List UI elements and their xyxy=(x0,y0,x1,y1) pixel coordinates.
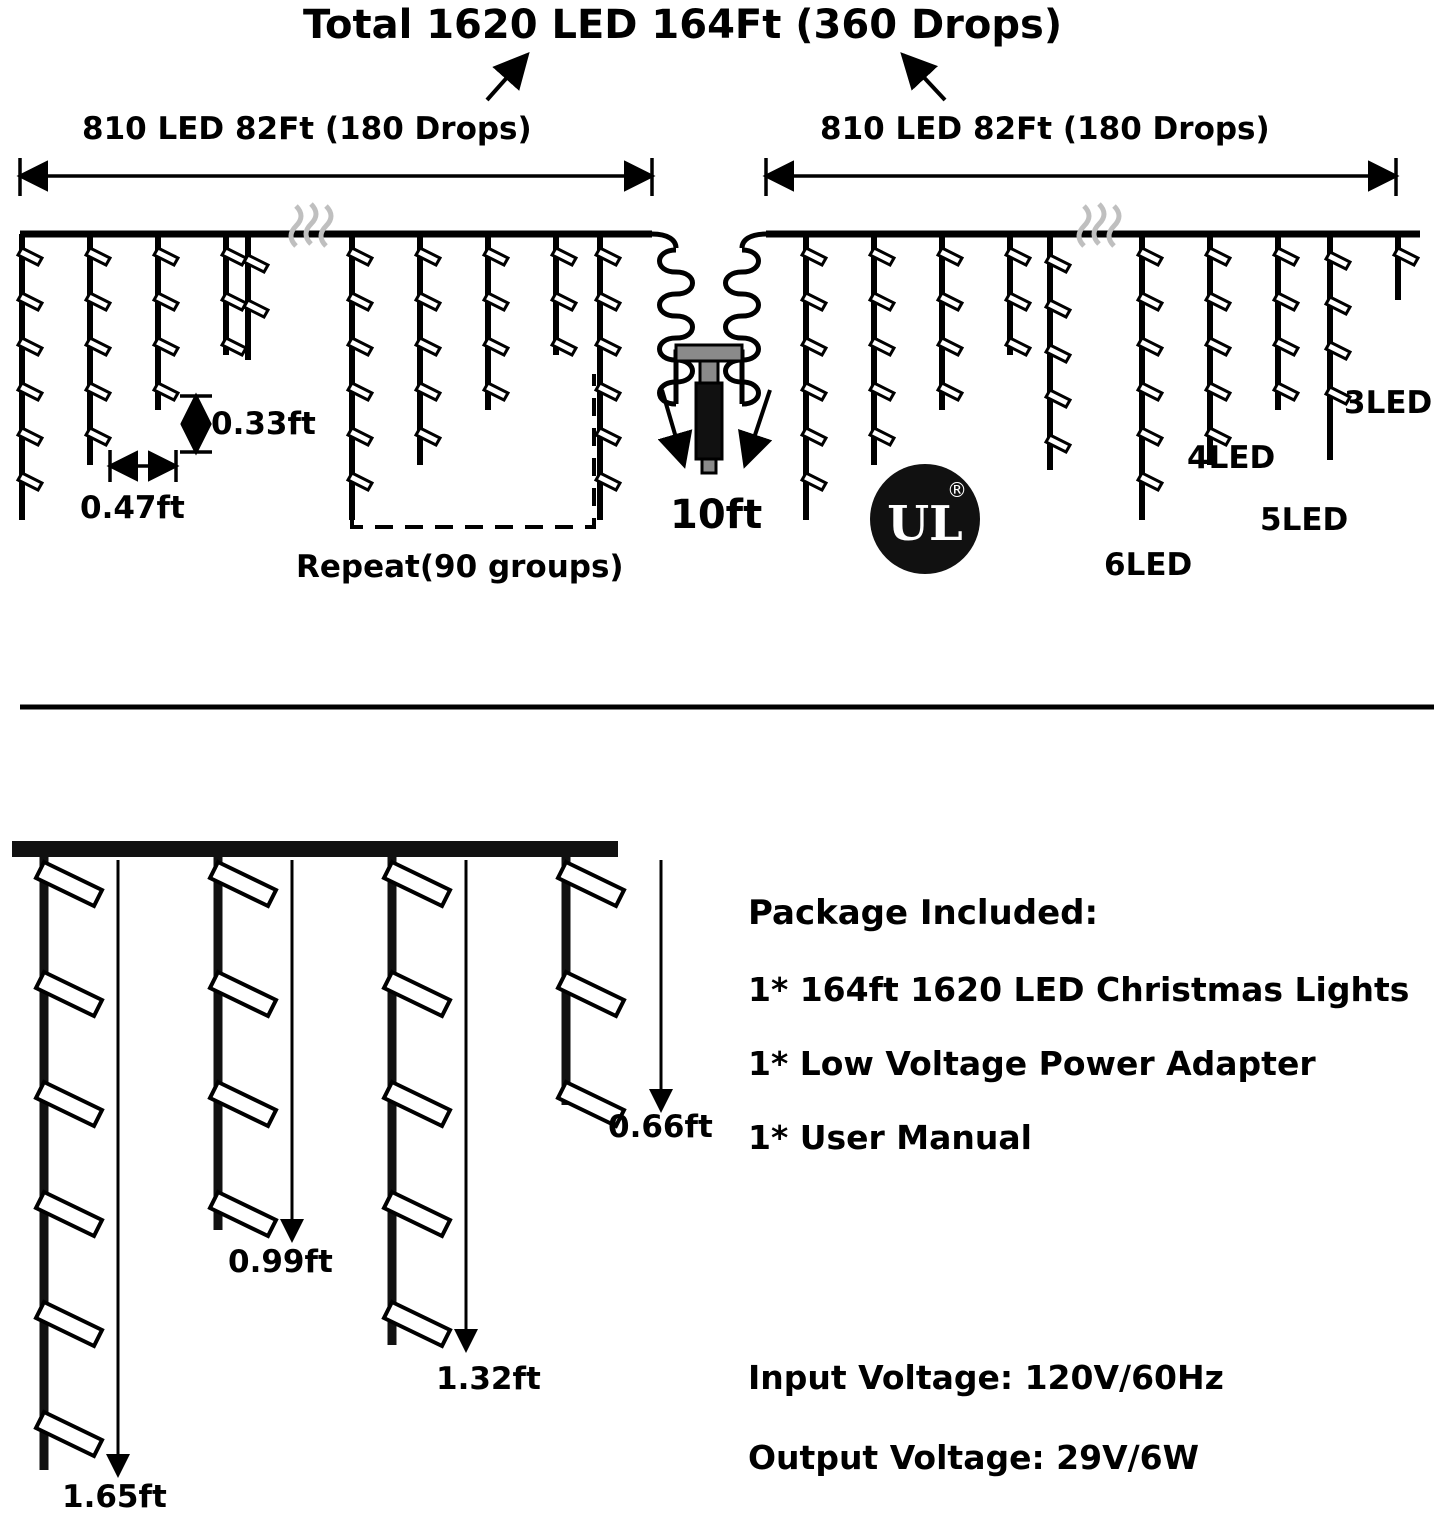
led-count-4: 4LED xyxy=(1187,440,1276,476)
output-voltage-label: Output Voltage: 29V/6W xyxy=(748,1438,1200,1477)
wire-break-left xyxy=(291,204,331,246)
detail-length-132: 1.32ft xyxy=(436,1361,541,1397)
detail-length-099: 0.99ft xyxy=(228,1244,333,1280)
right-span-measure xyxy=(766,158,1396,196)
detail-length-165: 1.65ft xyxy=(62,1479,167,1515)
detail-main-wire xyxy=(12,841,618,857)
strand-spacing-label: 0.47ft xyxy=(80,490,185,526)
lead-arrow-left xyxy=(662,390,684,465)
package-item-adapter: 1* Low Voltage Power Adapter xyxy=(748,1044,1316,1083)
drop-spacing-measure xyxy=(180,396,212,452)
repeat-group-box xyxy=(352,374,594,527)
bulbs-right xyxy=(802,248,1418,490)
bulbs-left xyxy=(18,248,576,490)
left-span-measure xyxy=(20,158,652,196)
led-count-6: 6LED xyxy=(1104,547,1193,583)
led-count-3: 3LED xyxy=(1344,385,1433,421)
left-span-label: 810 LED 82Ft (180 Drops) xyxy=(82,111,532,147)
led-count-5: 5LED xyxy=(1260,502,1349,538)
ul-mark-text: UL xyxy=(887,496,963,552)
lead-wire-length-label: 10ft xyxy=(670,492,763,538)
detail-length-066: 0.66ft xyxy=(608,1109,713,1145)
drop-spacing-label: 0.33ft xyxy=(211,406,316,442)
input-voltage-label: Input Voltage: 120V/60Hz xyxy=(748,1358,1224,1397)
package-item-lights: 1* 164ft 1620 LED Christmas Lights xyxy=(748,970,1410,1009)
page-title: Total 1620 LED 164Ft (360 Drops) xyxy=(303,2,1063,48)
drop-strands-left xyxy=(22,234,556,520)
package-included-heading: Package Included: xyxy=(748,893,1099,933)
strand-spacing-measure xyxy=(110,450,176,482)
ul-registered-icon: ® xyxy=(947,478,967,502)
package-item-manual: 1* User Manual xyxy=(748,1118,1032,1157)
wire-break-right xyxy=(1079,204,1119,246)
repeat-group-label: Repeat(90 groups) xyxy=(296,549,624,585)
right-span-label: 810 LED 82Ft (180 Drops) xyxy=(820,111,1270,147)
